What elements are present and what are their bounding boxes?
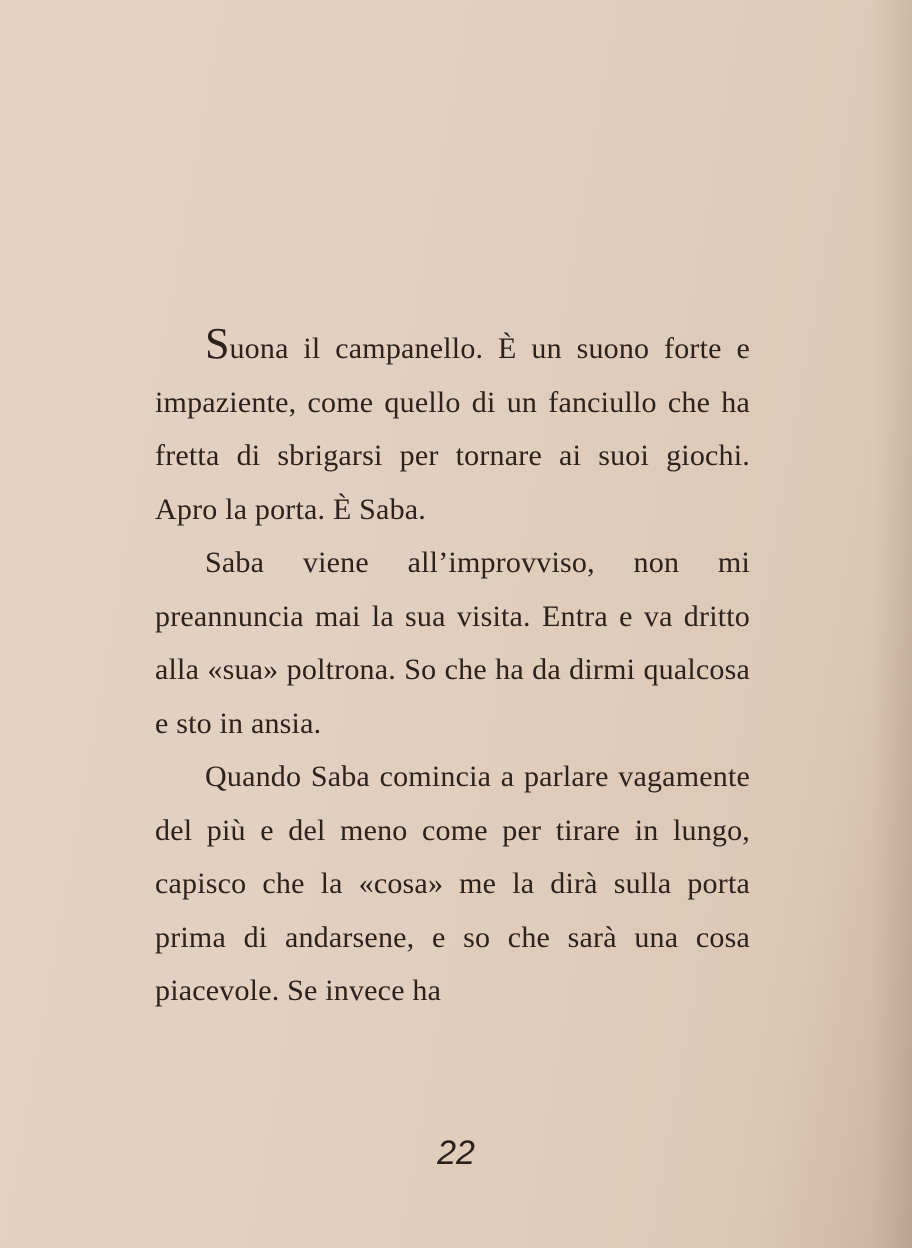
initial-capital: S xyxy=(205,319,230,368)
paragraph-3: Quando Saba comincia a parlare vagamente del più e del meno come per tirare in lungo, capisco che la «cosa» me la dirà sulla porta prima di andarsene, e so che sarà una cosa piacevole. Se invece ha xyxy=(155,760,750,1007)
book-text-block xyxy=(155,319,750,1018)
paragraph-2: Saba viene all’improvviso, non mi preannuncia mai la sua visita. Entra e va dritto alla «sua» poltrona. So che ha da dirmi qualcosa e sto in ansia. xyxy=(155,546,750,740)
page-number: 22 xyxy=(437,1134,475,1172)
page-edge-shadow xyxy=(872,0,912,1248)
paragraph-1-text: uona il campanello. È un suono forte e impaziente, come quello di un fanciullo che ha fretta di sbrigarsi per tornare ai suoi giochi. Apro la porta. È Saba. xyxy=(155,332,750,526)
paragraph-1 xyxy=(155,319,750,536)
